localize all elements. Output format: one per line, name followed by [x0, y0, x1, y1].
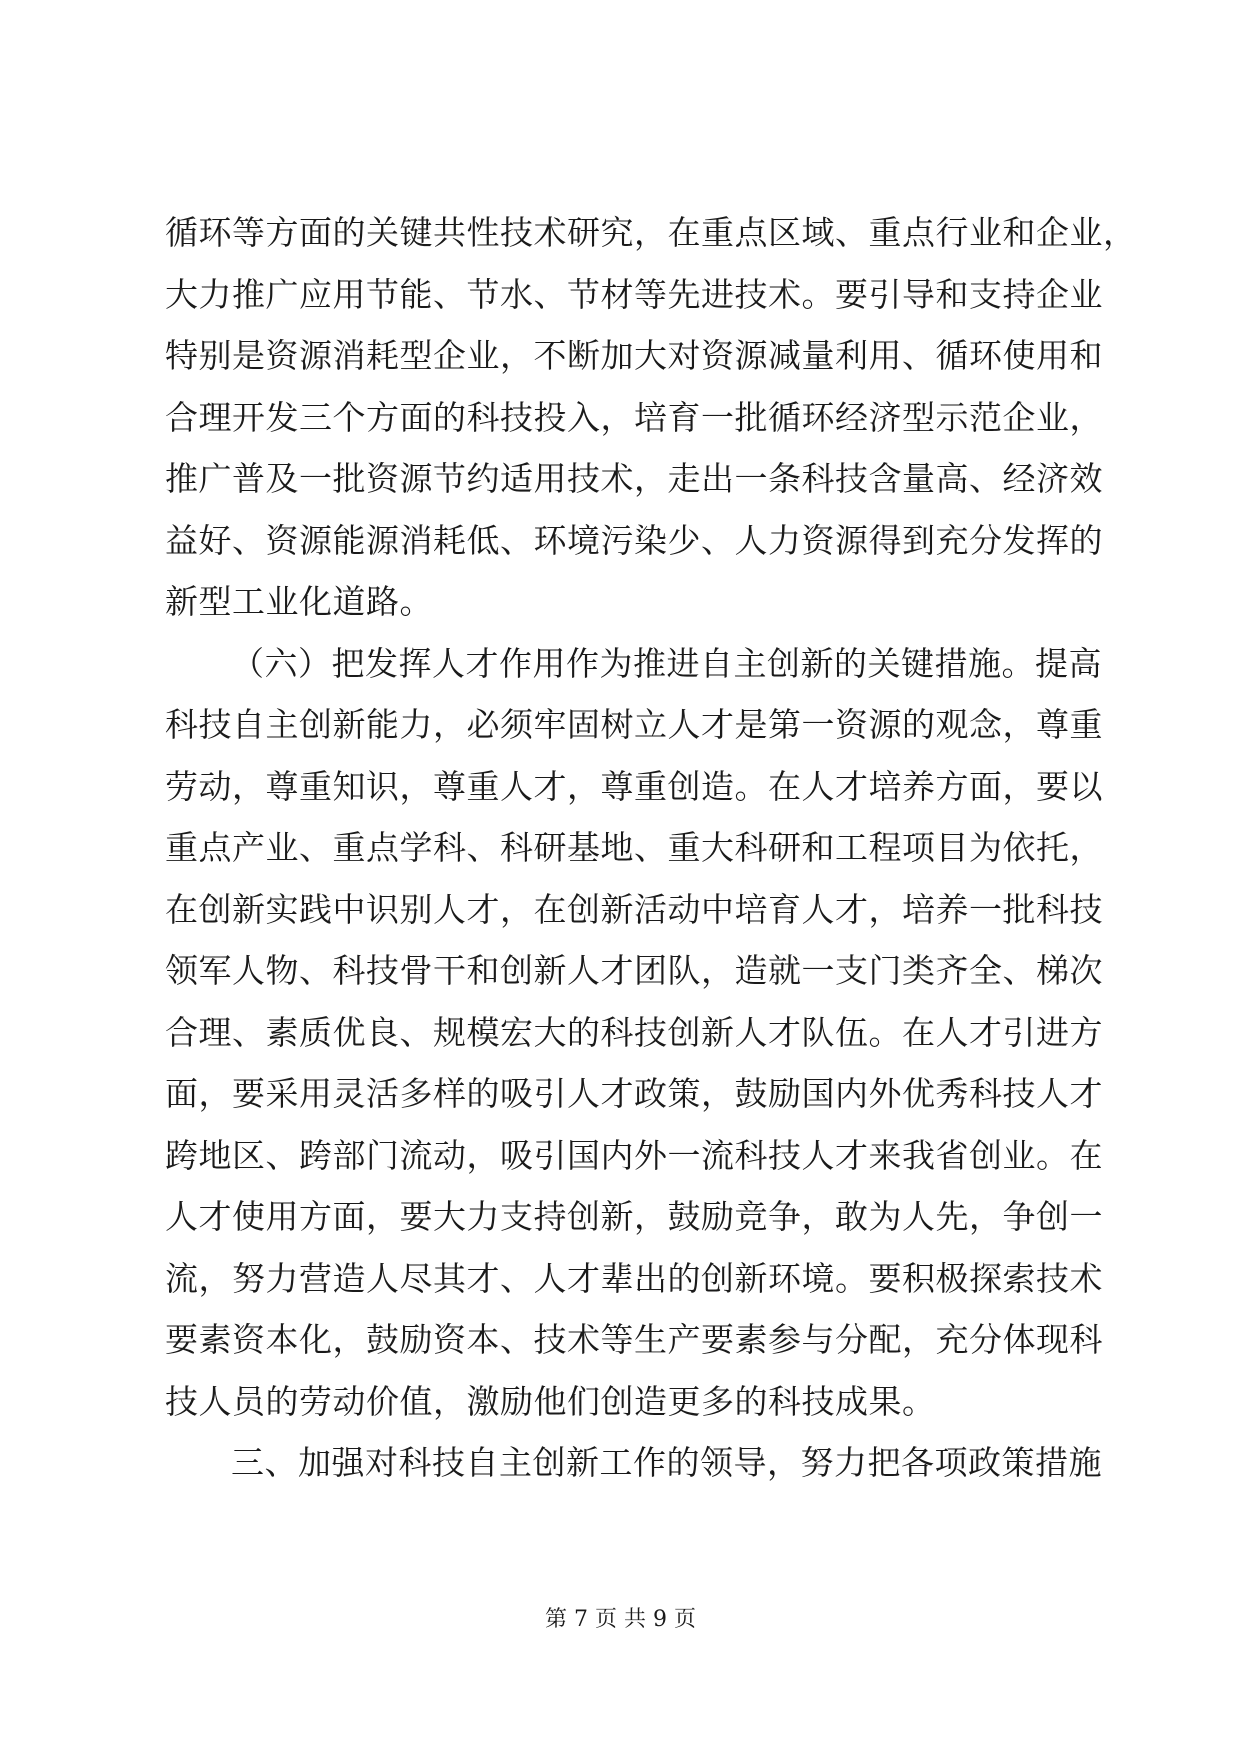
page-number-footer: 第 7 页 共 9 页 [545, 1607, 696, 1632]
text-line: 技人员的劳动价值，激励他们创造更多的科技成果。 [165, 1381, 936, 1421]
text-line: 循环等方面的关键共性技术研究，在重点区域、重点行业和企业， [165, 213, 1137, 252]
text-line: 特别是资源消耗型企业，不断加大对资源减量利用、循环使用和 [165, 336, 1103, 375]
text-line: 益好、资源能源消耗低、环境污染少、人力资源得到充分发挥的 [165, 520, 1103, 560]
section-heading-line: 三、加强对科技自主创新工作的领导，努力把各项政策措施 [231, 1443, 1102, 1482]
text-line: 重点产业、重点学科、科研基地、重大科研和工程项目为依托， [165, 828, 1103, 867]
text-line: 推广普及一批资源节约适用技术，走出一条科技含量高、经济效 [165, 459, 1103, 498]
text-line: 领军人物、科技骨干和创新人才团队，造就一支门类齐全、梯次 [165, 951, 1103, 990]
document-body [165, 202, 1137, 1494]
text-line: 人才使用方面，要大力支持创新，鼓励竞争，敢为人先，争创一 [165, 1197, 1103, 1236]
text-line: 在创新实践中识别人才，在创新活动中培育人才，培养一批科技 [165, 889, 1103, 929]
text-line: 流，努力营造人尽其才、人才辈出的创新环境。要积极探索技术 [165, 1258, 1103, 1298]
text-line: 科技自主创新能力，必须牢固树立人才是第一资源的观念，尊重 [165, 705, 1103, 744]
paragraph-heading-line: （六）把发挥人才作用作为推进自主创新的关键措施。提高 [231, 643, 1102, 683]
text-line: 面，要采用灵活多样的吸引人才政策，鼓励国内外优秀科技人才 [165, 1074, 1103, 1113]
text-line: 新型工业化道路。 [165, 582, 433, 621]
text-line: 劳动，尊重知识，尊重人才，尊重创造。在人才培养方面，要以 [165, 766, 1103, 806]
text-line: 合理开发三个方面的科技投入，培育一批循环经济型示范企业， [165, 397, 1103, 437]
text-line: 大力推广应用节能、节水、节材等先进技术。要引导和支持企业 [165, 274, 1103, 314]
text-line: 跨地区、跨部门流动，吸引国内外一流科技人才来我省创业。在 [165, 1135, 1103, 1175]
text-line: 要素资本化，鼓励资本、技术等生产要素参与分配，充分体现科 [165, 1320, 1103, 1359]
text-line: 合理、素质优良、规模宏大的科技创新人才队伍。在人才引进方 [165, 1012, 1103, 1052]
